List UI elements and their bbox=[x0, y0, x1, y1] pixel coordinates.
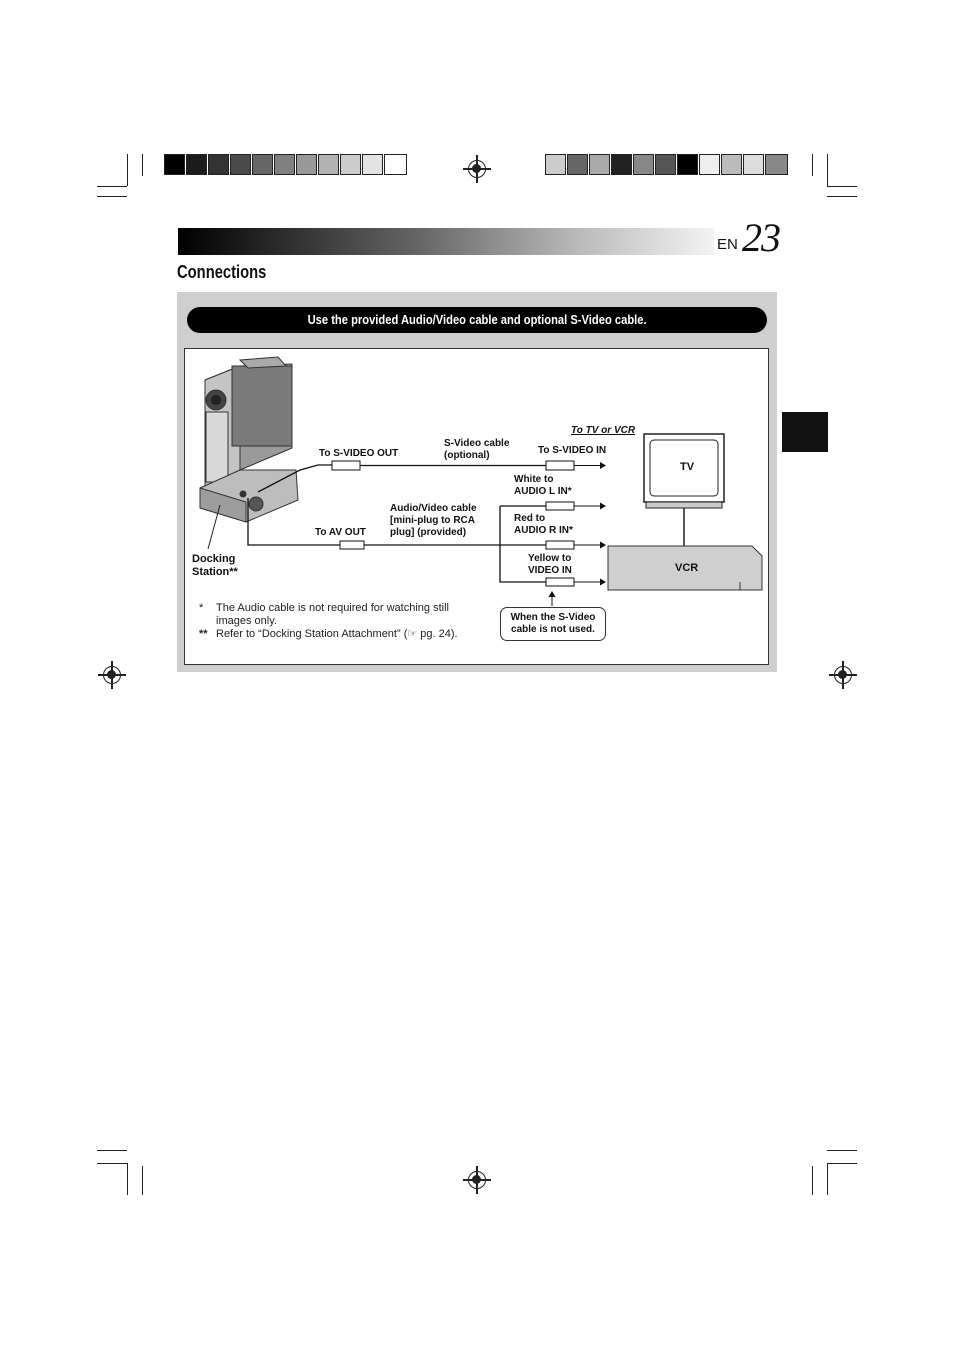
crop-mark bbox=[827, 1150, 857, 1151]
crop-mark bbox=[827, 1163, 857, 1164]
crop-mark bbox=[127, 1163, 128, 1195]
crop-mark bbox=[812, 1166, 813, 1195]
registration-mark-icon bbox=[468, 1171, 486, 1189]
s-video-cable-label: S-Video cable (optional) bbox=[444, 438, 510, 461]
crop-mark bbox=[97, 1163, 127, 1164]
white-audio-l-label: White to AUDIO L IN* bbox=[514, 474, 572, 497]
footnote-text: The Audio cable is not required for watching still images only. bbox=[216, 602, 449, 627]
footnote-text: Refer to “Docking Station Attachment” (☞ pg. 24). bbox=[216, 628, 458, 640]
docking-station-label: Docking Station** bbox=[192, 553, 238, 578]
language-label: EN bbox=[717, 236, 738, 253]
crop-mark bbox=[827, 1163, 828, 1195]
section-title: Connections bbox=[177, 262, 267, 282]
footnote-1 bbox=[199, 602, 479, 628]
footnote-marker: ** bbox=[199, 628, 208, 640]
camcorder-icon bbox=[205, 357, 292, 488]
yellow-video-in-label: Yellow to VIDEO IN bbox=[528, 553, 572, 576]
page-number: 23 bbox=[742, 215, 780, 260]
footnote-2 bbox=[199, 628, 499, 641]
red-audio-r-label: Red to AUDIO R IN* bbox=[514, 513, 573, 536]
footnote-marker: * bbox=[199, 602, 204, 614]
instruction-banner: Use the provided Audio/Video cable and optional S-Video cable. bbox=[187, 307, 767, 333]
to-s-video-out-label: To S-VIDEO OUT bbox=[319, 448, 399, 459]
to-tv-or-vcr-label: To TV or VCR bbox=[571, 425, 636, 436]
av-cable-label: Audio/Video cable [mini-plug to RCA plug] (provided) bbox=[390, 503, 477, 538]
crop-mark bbox=[142, 1166, 143, 1195]
s-video-not-used-callout: When the S-Video cable is not used. bbox=[500, 607, 606, 641]
crop-mark bbox=[97, 1150, 127, 1151]
to-av-out-label: To AV OUT bbox=[315, 527, 366, 538]
vcr-label: VCR bbox=[675, 562, 699, 574]
to-s-video-in-label: To S-VIDEO IN bbox=[538, 445, 607, 456]
tv-label: TV bbox=[680, 461, 695, 473]
